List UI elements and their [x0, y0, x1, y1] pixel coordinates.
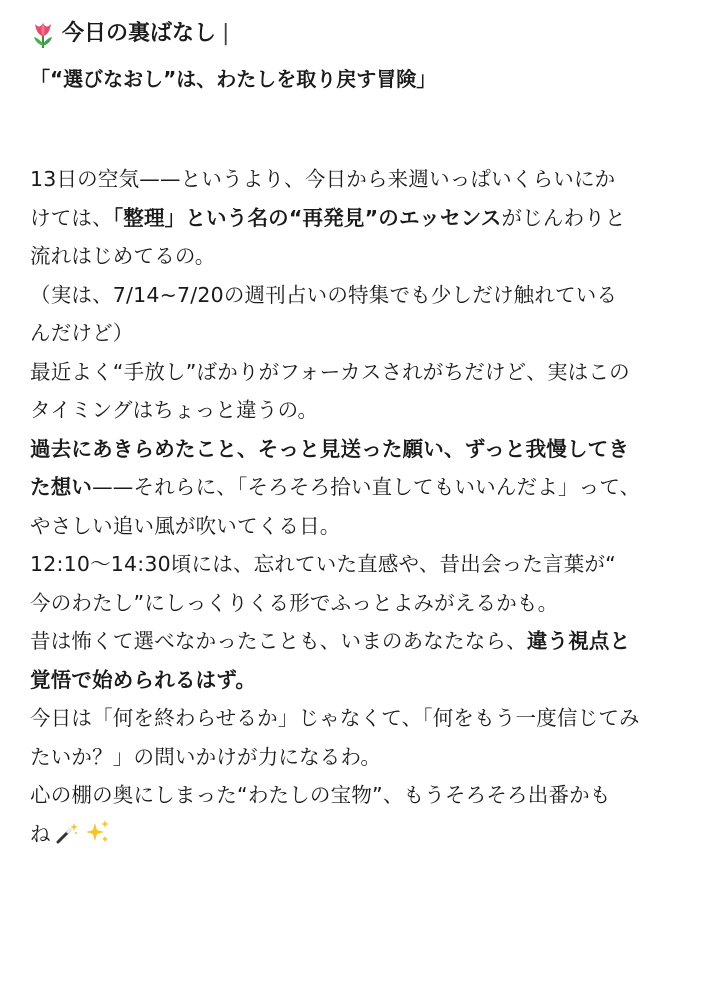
- post-body: [30, 160, 700, 853]
- tulip-icon: [30, 19, 56, 49]
- body-line: [30, 468, 700, 507]
- body-line: [30, 661, 700, 700]
- body-text-segment: やさしい追い風が吹いてくる日。: [30, 513, 341, 538]
- body-line: [30, 584, 700, 623]
- bold-text: た想い: [30, 475, 93, 499]
- body-text-segment: 12:10〜14:30頃には、忘れていた直感や、昔出会った言葉が“: [30, 552, 616, 576]
- diary-post: [30, 16, 700, 853]
- body-line: [30, 160, 700, 199]
- text-cursor: |: [222, 21, 230, 46]
- body-text-segment: 昔は怖くて選べなかったことも、いまのあなたなら、: [30, 629, 527, 653]
- body-text-segment: タイミングはちょっと違うの。: [30, 398, 319, 422]
- body-line: [30, 391, 700, 430]
- body-line: [30, 276, 700, 315]
- body-line: [30, 430, 700, 469]
- post-subtitle: 「“選びなおし”は、わたしを取り戻す冒険」: [30, 67, 437, 91]
- body-text-segment: 13日の空気——というより、今日から来週いっぱいくらいにか: [30, 167, 616, 191]
- body-text-segment: （実は、7/14~7/20の週刊占いの特集でも少しだけ触れている: [30, 282, 618, 307]
- body-text-segment: 今日は「何を終わらせるか」じゃなくて、「何をもう一度信じてみ: [30, 706, 640, 730]
- body-text-segment: 流れはじめてるの。: [30, 244, 216, 268]
- bold-text: 過去にあきらめたこと、そっと見送った願い、ずっと我慢してき: [30, 436, 630, 461]
- body-line: [30, 738, 700, 777]
- body-line: [30, 776, 700, 815]
- post-title: 今日の裏ばなし: [62, 21, 217, 46]
- body-text-segment: ——それらに、「そろそろ拾い直してもいいんだよ」って、: [92, 475, 641, 499]
- bold-text: 覚悟で始められるはず。: [30, 667, 257, 692]
- body-line: [30, 545, 700, 584]
- body-text-segment: 今のわたし”にしっくりくる形でふっとよみがえるかも。: [30, 590, 559, 615]
- body-text-segment: たいか？」の問いかけが力になるわ。: [30, 744, 382, 769]
- body-text-segment: 心の棚の奥にしまった“わたしの宝物”、もうそろそろ出番かも: [30, 783, 611, 807]
- bold-text: 「整理」という名の“再発見”のエッセンス: [112, 205, 502, 230]
- body-text-segment: 最近よく“手放し”ばかりがフォーカスされがちだけど、実はこの: [30, 359, 630, 384]
- body-line: [30, 622, 700, 661]
- body-text-segment: がじんわりと: [501, 205, 626, 230]
- sparkles-icon: [83, 819, 111, 845]
- body-text-segment: ね: [30, 821, 51, 846]
- body-text-segment: けては、: [30, 205, 113, 230]
- magic-wand-icon: [55, 821, 79, 845]
- body-line: [30, 237, 700, 276]
- bold-text: 違う視点と: [526, 629, 631, 653]
- post-heading: [30, 16, 700, 52]
- body-line: [30, 815, 700, 854]
- body-line: [30, 699, 700, 738]
- body-line: [30, 507, 700, 546]
- body-line: [30, 314, 700, 353]
- body-text-segment: んだけど）: [30, 321, 134, 345]
- body-line: [30, 199, 700, 238]
- body-line: [30, 353, 700, 392]
